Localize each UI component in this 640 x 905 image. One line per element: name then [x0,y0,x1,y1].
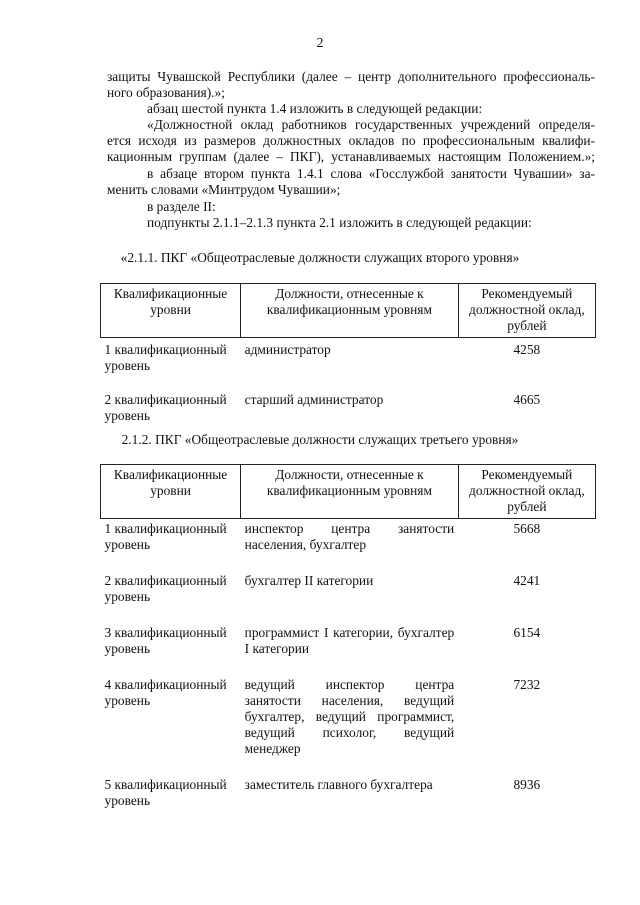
column-header-positions: Должности, отнесенные к квалификационным уровням [241,284,459,338]
level-cell: 3 квалификационный уровень [104,625,227,656]
salary-cell: 8936 [513,777,541,792]
level-cell: 4 квалификационный уровень [104,677,227,708]
positions-cell: старший администратор [244,392,384,407]
positions-cell: инспектор центра занятости населения, бухгалтер [244,521,455,552]
paragraph-line: ется исходя из размеров должностных окладов по профессиональным квалифи- [107,133,595,148]
column-header-salary: Рекомендуемый должностной оклад, рублей [458,465,595,519]
paragraph-line: подпункты 2.1.1–2.1.3 пункта 2.1 изложить в следующей редакции: [147,215,532,230]
section-heading: 2.1.2. ПКГ «Общеотраслевые должности служащих третьего уровня» [121,432,519,447]
level-cell: 2 квалификационный уровень [104,392,227,423]
table-row [101,571,596,623]
level-cell: 5 квалификационный уровень [104,777,227,808]
section-heading: «2.1.1. ПКГ «Общеотраслевые должности служащих второго уровня» [120,250,520,265]
paragraph-line: в абзаце втором пункта 1.4.1 слова «Госслужбой занятости Чувашии» за- [147,166,595,181]
column-header-positions: Должности, отнесенные к квалификационным уровням [241,465,459,519]
salary-cell: 5668 [513,521,541,536]
salary-table [100,464,596,827]
positions-cell: заместитель главного бухгалтера [244,777,433,792]
paragraph-line: ного образования).»; [107,85,225,100]
paragraph-line: «Должностной оклад работников государственных учреждений определя- [147,117,595,132]
salary-cell: 4241 [513,573,541,588]
table-row [101,519,596,572]
salary-cell: 4258 [513,342,541,357]
table-row [101,775,596,827]
paragraph-line: в разделе II: [147,199,216,214]
table-row [101,338,596,389]
positions-cell: ведущий инспектор центра занятости населения, ведущий бухгалтер, ведущий программист, ведущий психолог, ведущий менеджер [244,677,455,756]
positions-cell: бухгалтер II категории [244,573,374,588]
column-header-level: Квалификационные уровни [101,284,241,338]
positions-cell: администратор [244,342,331,357]
level-cell: 1 квалификационный уровень [104,521,227,552]
salary-cell: 6154 [513,625,541,640]
salary-cell: 4665 [513,392,541,407]
table-row [101,388,596,438]
paragraph-line: менить словами «Минтрудом Чувашии»; [107,182,341,197]
salary-cell: 7232 [513,677,541,692]
paragraph-line: защиты Чувашской Республики (далее – центр дополнительного профессиональ- [107,69,595,84]
level-cell: 1 квалификационный уровень [104,342,227,373]
table-row [101,623,596,675]
level-cell: 2 квалификационный уровень [104,573,227,604]
paragraph-line: кационным группам (далее – ПКГ), устанавливаемых настоящим Положением.»; [107,149,595,164]
positions-cell: программист I категории, бухгалтер I категории [244,625,455,656]
page-number: 2 [316,36,324,51]
table-row [101,675,596,775]
paragraph-line: абзац шестой пункта 1.4 изложить в следующей редакции: [147,101,483,116]
column-header-salary: Рекомендуемый должностной оклад, рублей [458,284,595,338]
column-header-level: Квалификационные уровни [101,465,241,519]
salary-table [100,283,596,438]
